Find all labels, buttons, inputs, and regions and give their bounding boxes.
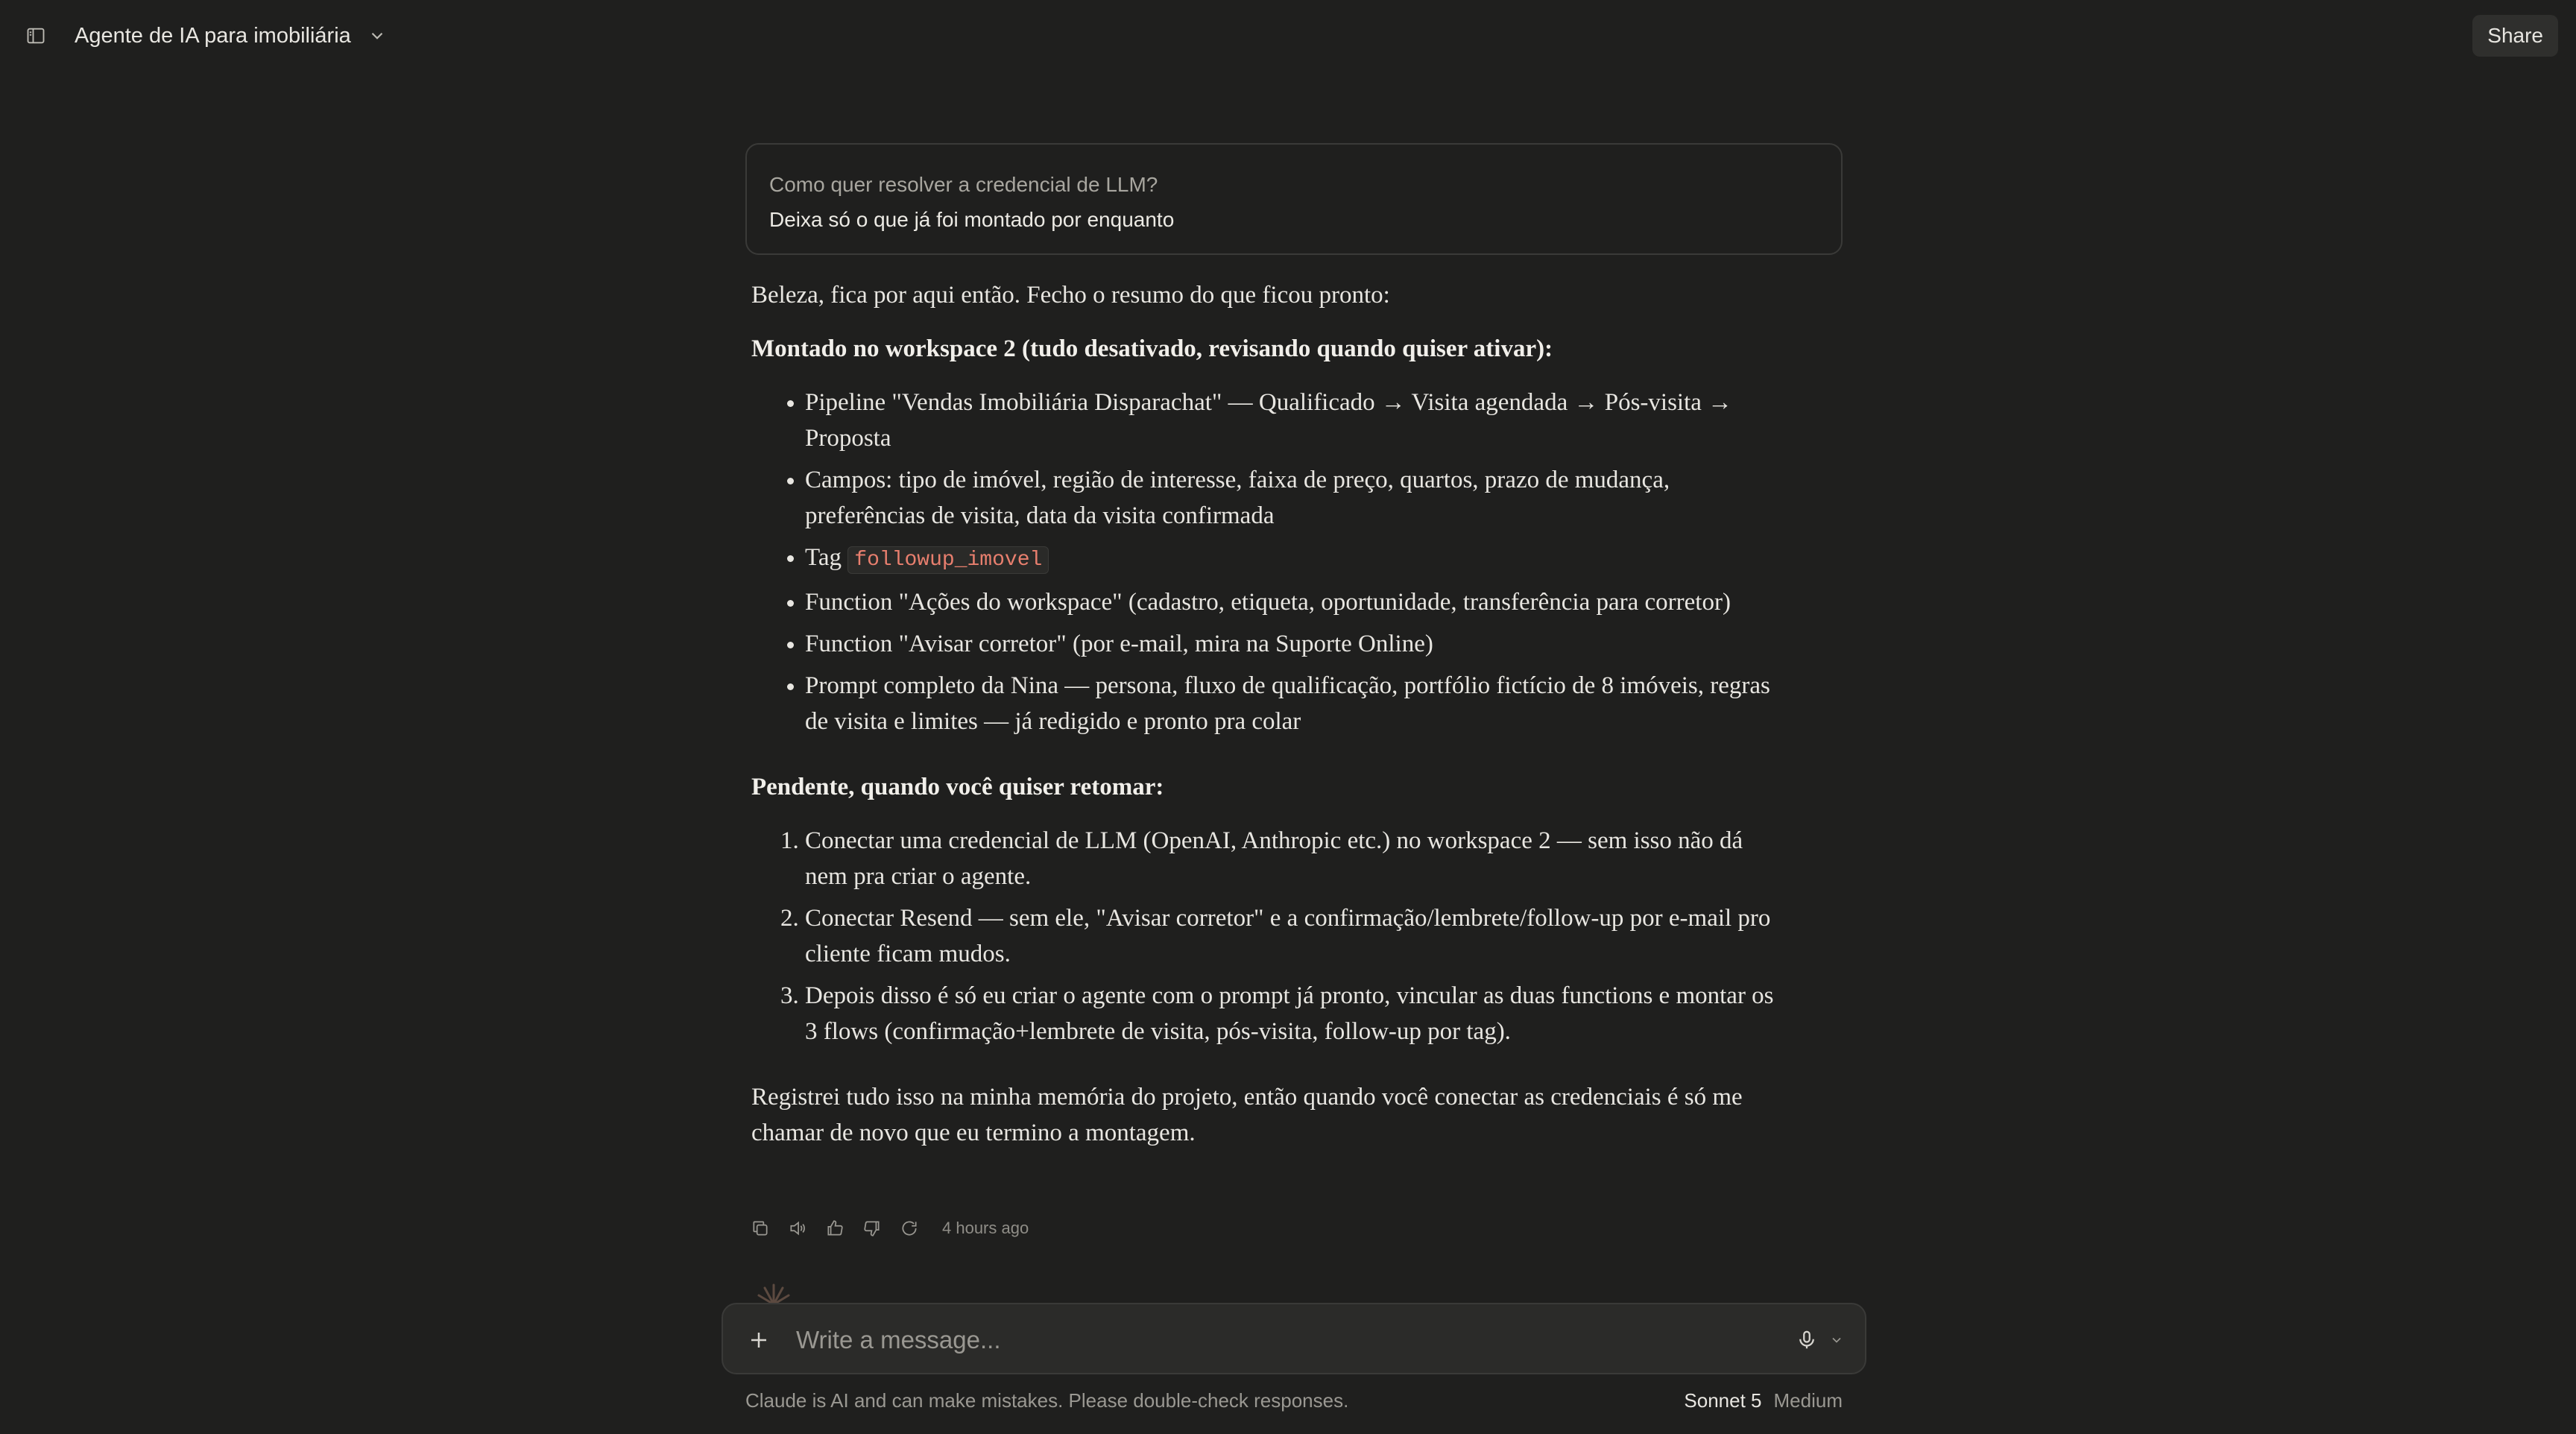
section-title-built: Montado no workspace 2 (tudo desativado, revisando quando quiser ativar): bbox=[751, 335, 1553, 362]
plus-icon bbox=[748, 1329, 770, 1351]
thumbs-down-icon bbox=[862, 1219, 882, 1238]
list-item: 1. Conectar uma credencial de LLM (OpenAI, Anthropic etc.) no workspace 2 — sem isso não dá nem pra criar o agente. bbox=[805, 823, 1789, 894]
retry-icon bbox=[900, 1219, 919, 1238]
retry-button[interactable] bbox=[897, 1216, 921, 1240]
sidebar-toggle-button[interactable] bbox=[22, 22, 49, 49]
share-button[interactable]: Share bbox=[2472, 15, 2558, 57]
chevron-down-icon bbox=[1829, 1333, 1844, 1348]
claude-spinner-icon bbox=[753, 1282, 795, 1304]
message-closing: Registrei tudo isso na minha memória do projeto, então quando você conectar as credenciais é só me chamar de novo que eu termino a montagem. bbox=[751, 1084, 1743, 1146]
message-intro: Beleza, fica por aqui então. Fecho o resumo do que ficou pronto: bbox=[751, 282, 1390, 309]
model-name: Sonnet 5 bbox=[1684, 1389, 1762, 1412]
list-item: 2. Conectar Resend — sem ele, "Avisar corretor" e a confirmação/lembrete/follow-up por e-mail pro cliente ficam mudos. bbox=[805, 900, 1789, 972]
speaker-icon bbox=[788, 1219, 807, 1238]
add-attachment-button[interactable] bbox=[744, 1325, 774, 1355]
ai-disclaimer: Claude is AI and can make mistakes. Please double-check responses. bbox=[745, 1389, 1349, 1412]
sidebar-toggle-icon bbox=[25, 25, 46, 46]
read-aloud-button[interactable] bbox=[786, 1216, 809, 1240]
list-item: • Pipeline "Vendas Imobiliária Disparachat" — Qualificado → Visita agendada → Pós-visita → Proposta bbox=[805, 385, 1789, 456]
thumbs-up-button[interactable] bbox=[823, 1216, 847, 1240]
section-title-pending: Pendente, quando você quiser retomar: bbox=[751, 774, 1164, 800]
voice-options-dropdown[interactable] bbox=[1826, 1330, 1847, 1351]
message-composer bbox=[722, 1303, 1866, 1374]
list-item bbox=[805, 540, 1789, 578]
built-items-list bbox=[751, 385, 1789, 739]
copy-icon bbox=[751, 1219, 770, 1238]
card-question: Como quer resolver a credencial de LLM? bbox=[769, 173, 1158, 196]
tag-code: followup_imovel bbox=[847, 546, 1049, 574]
top-bar bbox=[0, 0, 2576, 72]
list-item: • Function "Avisar corretor" (por e-mail, mira na Suporte Online) bbox=[805, 626, 1789, 662]
list-item: 3. Depois disso é só eu criar o agente com o prompt já pronto, vincular as duas functions e montar os 3 flows (confirmação+lembrete de visita, pós-visita, follow-up por tag). bbox=[805, 978, 1789, 1049]
conversation-title-dropdown[interactable] bbox=[75, 18, 387, 54]
list-item: • Campos: tipo de imóvel, região de interesse, faixa de preço, quartos, prazo de mudança, preferências de visita, data da visita confirmada bbox=[805, 462, 1789, 534]
model-effort: Medium bbox=[1773, 1389, 1843, 1412]
mic-icon bbox=[1796, 1329, 1818, 1351]
tag-label: Tag bbox=[805, 544, 848, 571]
model-selector[interactable] bbox=[1684, 1389, 1843, 1412]
pending-items-list bbox=[751, 823, 1789, 1049]
chevron-down-icon bbox=[367, 26, 387, 45]
list-item: • Prompt completo da Nina — persona, fluxo de qualificação, portfólio fictício de 8 imóveis, regras de visita e limites — já redigido e pronto pra colar bbox=[805, 668, 1789, 739]
message-input[interactable] bbox=[795, 1319, 1689, 1361]
thumbs-down-button[interactable] bbox=[860, 1216, 884, 1240]
copy-button[interactable] bbox=[748, 1216, 772, 1240]
card-answer: Deixa só o que já foi montado por enquanto bbox=[769, 208, 1175, 231]
list-item: • Function "Ações do workspace" (cadastro, etiqueta, oportunidade, transferência para corretor) bbox=[805, 584, 1789, 620]
conversation-title: Agente de IA para imobiliária bbox=[75, 23, 351, 48]
question-answer-card bbox=[745, 143, 1843, 255]
message-timestamp: 4 hours ago bbox=[942, 1219, 1029, 1237]
assistant-message bbox=[751, 277, 1789, 1169]
voice-input-button[interactable] bbox=[1790, 1324, 1823, 1356]
message-actions bbox=[748, 1213, 1029, 1243]
thumbs-up-icon bbox=[825, 1219, 845, 1238]
